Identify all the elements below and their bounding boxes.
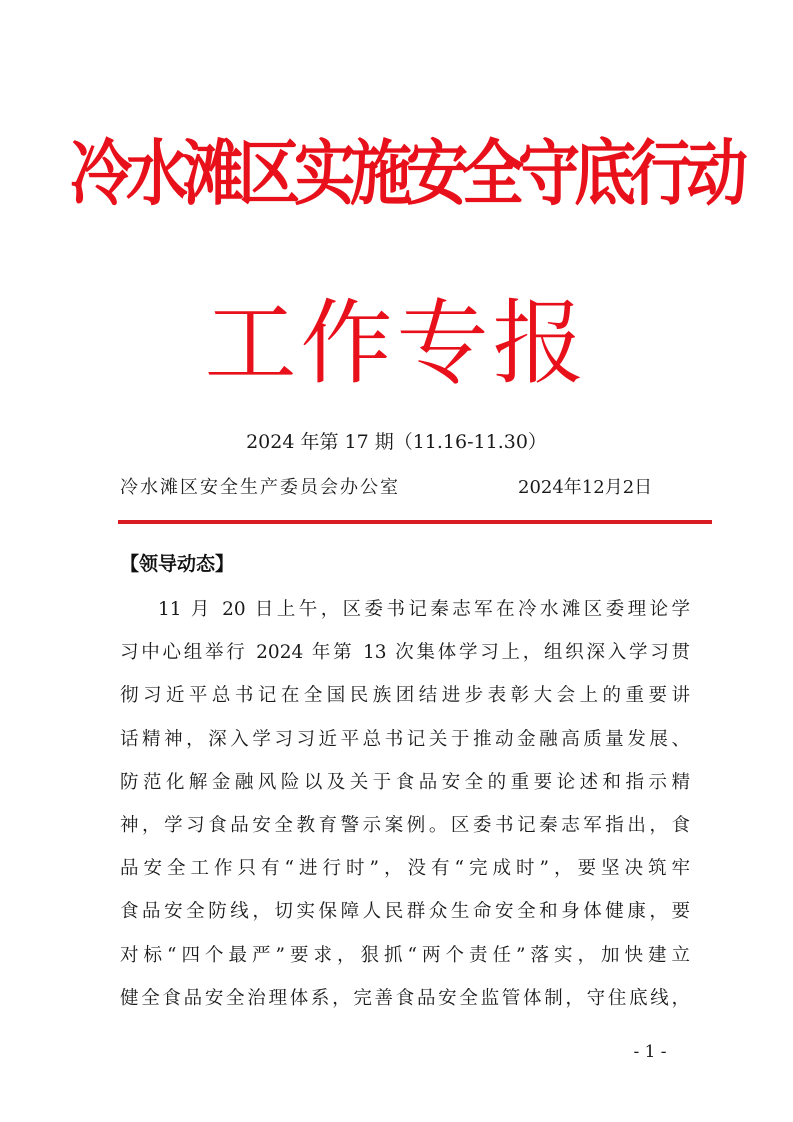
body-line: 11 月 20 日上午，区委书记秦志军在冷水滩区委理论学 (158, 599, 690, 620)
issuer-row (120, 474, 680, 502)
page-number: - 1 - (633, 1042, 667, 1062)
issue-number: 2024 年第 17 期（11.16-11.30） (246, 431, 547, 453)
issue-date: 2024年12月2日 (518, 477, 653, 498)
body-line: 习中心组举行 2024 年第 13 次集体学习上，组织深入学习贯 (120, 642, 690, 664)
document-title-line-1: 冷水滩区实施安全守底行动 (70, 131, 743, 216)
body-line: 话精神，深入学习习近平总书记关于推动金融高质量发展、 (120, 728, 690, 750)
document-title-line-2: 工作专报 (204, 290, 589, 397)
body-line: 健全食品安全治理体系，完善食品安全监管体制，守住底线， (120, 987, 690, 1009)
body-line: 品安全工作只有“进行时”，没有“完成时”，要坚决筑牢 (120, 858, 690, 880)
section-heading: 【领导动态】 (120, 553, 235, 575)
body-paragraph (120, 588, 690, 1020)
issuing-organization: 冷水滩区安全生产委员会办公室 (120, 477, 400, 498)
body-line: 食品安全防线，切实保障人民群众生命安全和身体健康，要 (120, 901, 690, 923)
red-divider-rule (118, 520, 712, 524)
body-line: 神，学习食品安全教育警示案例。区委书记秦志军指出，食 (120, 814, 690, 836)
body-line: 对标“四个最严”要求，狠抓“两个责任”落实，加快建立 (120, 944, 690, 966)
body-line: 彻习近平总书记在全国民族团结进步表彰大会上的重要讲 (120, 685, 690, 707)
body-line: 防范化解金融风险以及关于食品安全的重要论述和指示精 (120, 771, 690, 793)
